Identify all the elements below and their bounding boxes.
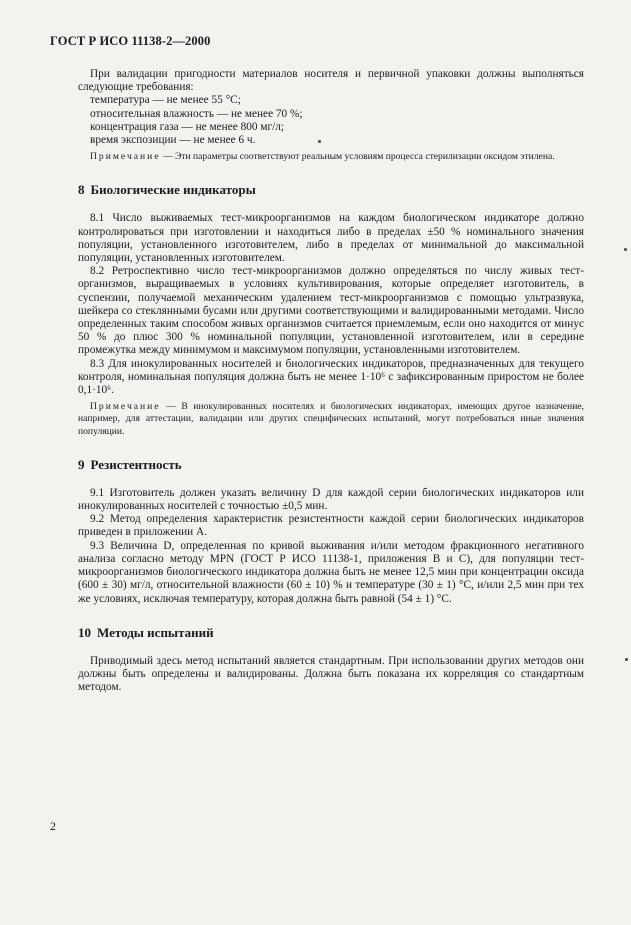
- clause-8-3: 8.3 Для инокулированных носителей и биологических индикаторов, предназначенных для текущего контроля, номинальная популяция должна быть не менее 1·10⁶ с зафиксированным приростом не более 0,1·10⁶.: [78, 357, 584, 397]
- page-header: ГОСТ Р ИСО 11138-2—2000: [50, 34, 211, 48]
- note-text: — Эти параметры соответствуют реальным условиям процесса стерилизации оксидом этилена.: [160, 151, 555, 163]
- section-title: Резистентность: [90, 456, 182, 472]
- intro-note: [78, 151, 584, 163]
- section-10-heading: [78, 625, 584, 641]
- note-label: Примечание: [90, 401, 161, 413]
- clause-8-2: 8.2 Ретроспективно число тест-микроорганизмов должно определяться по числу живых тест-организмов, выращиваемых в условиях культивирования, которые определяет изготовитель, в суспензии, получаемой механическим удалением тест-микроорганизмов с помощью ультразвука, шейкера со стеклянными бусами или другими соответствующими и валидированными методами. Число определенных таким способом живых организмов считается приемлемым, если оно находится от минус 50 % до плюс 300 % номинальной популяции, установленной изготовителем, или в середине промежутка между минимумом и максимумом популяции, установленными изготовителем.: [78, 265, 584, 357]
- section-title: Методы испытаний: [97, 624, 214, 640]
- intro-paragraph: При валидации пригодности материалов носителя и первичной упаковки должны выполняться следующие требования:: [78, 68, 584, 94]
- clause-8-1: 8.1 Число выживаемых тест-микроорганизмов на каждом биологическом индикаторе должно контролироваться при изготовлении и находиться либо в пределах ±50 % номинального значения популяции, установленного изготовителем, либо в пределах от минимальной до максимальной популяции, установленных изготовителем.: [78, 212, 584, 265]
- requirements-list: [78, 94, 584, 147]
- section-8-note: [78, 401, 584, 438]
- requirement-item: концентрация газа — не менее 800 мг/л;: [90, 120, 285, 133]
- section-number: 8: [78, 182, 85, 198]
- requirement-item: относительная влажность — не менее 70 %;: [90, 107, 303, 120]
- requirement-item: температура — не менее 55 °С;: [90, 94, 241, 107]
- clause-9-3: 9.3 Величина D, определенная по кривой выживания и/или методом фракционного негативного анализа согласно методу MPN (ГОСТ Р ИСО 11138-1, приложения В и С), для популяции тест-микроорганизмов биологического индикатора должна быть не менее 12,5 мин при концентрации оксида (600 ± 30) мг/л, относительной влажности (60 ± 10) % и температуре (30 ± 1) °С, и/или 2,5 мин при тех же условиях, исключая температуру, которая должна быть равной (54 ± 1) °С.: [78, 539, 584, 605]
- section-number: 9: [78, 456, 85, 472]
- page-number: 2: [50, 819, 56, 833]
- note-label: Примечание: [90, 151, 161, 163]
- clause-9-2: 9.2 Метод определения характеристик резистентности каждой серии биологических индикаторов приведен в приложении А.: [78, 513, 584, 539]
- section-title: Биологические индикаторы: [90, 182, 256, 198]
- section-9-heading: [78, 457, 584, 473]
- section-number: 10: [78, 624, 91, 640]
- note-text: — В инокулированных носителях и биологических индикаторах, имеющих другое назначение, например, для аттестации, валидации или других специфических испытаний, могут потребоваться иные значения популяции.: [78, 401, 584, 437]
- section-10-paragraph: Приводимый здесь метод испытаний является стандартным. При использовании других методов они должны быть определены и валидированы. Должна быть показана их корреляция со стандартным методом.: [78, 654, 584, 694]
- scan-speck: [624, 248, 627, 251]
- requirement-item: время экспозиции — не менее 6 ч.: [90, 134, 256, 147]
- scan-speck: [625, 658, 628, 661]
- section-8-heading: [78, 182, 584, 198]
- page-content: [78, 68, 584, 694]
- clause-9-1: 9.1 Изготовитель должен указать величину D для каждой серии биологических индикаторов или инокулированных носителей с точностью ±0,5 мин.: [78, 486, 584, 513]
- scan-speck: [318, 140, 321, 143]
